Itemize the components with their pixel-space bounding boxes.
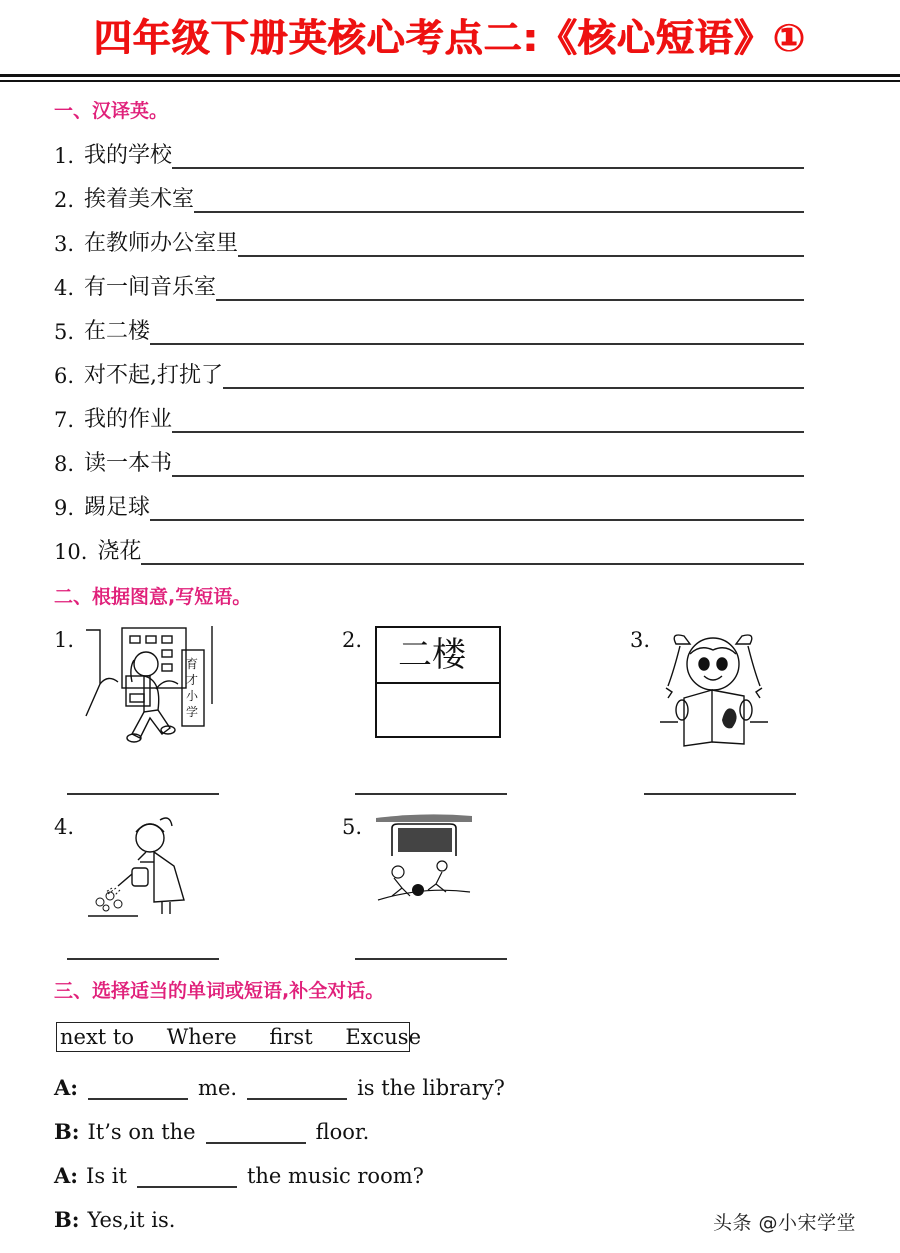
picture-answer-line[interactable] xyxy=(67,793,219,795)
dialogue-line xyxy=(54,1162,424,1190)
item-prompt: 在二楼 xyxy=(84,319,151,344)
item-prompt: 踢足球 xyxy=(84,495,151,520)
dialogue-text: me. xyxy=(198,1076,238,1100)
dialogue-line xyxy=(54,1074,505,1102)
item-number: 10. xyxy=(54,540,88,564)
picture-number: 3. xyxy=(630,628,651,652)
dialogue-line xyxy=(54,1118,369,1146)
answer-line[interactable] xyxy=(238,255,804,257)
dialogue-blank[interactable] xyxy=(88,1098,188,1100)
picture-answer-line[interactable] xyxy=(67,958,219,960)
svg-text:学: 学 xyxy=(186,705,199,719)
header-divider-thick xyxy=(0,74,900,77)
translation-item xyxy=(54,226,804,258)
dialogue-text: It’s on the xyxy=(87,1120,196,1144)
header-divider-thin xyxy=(0,80,900,82)
floor-sign-picture xyxy=(375,626,501,738)
school-sign-text: 育 xyxy=(186,657,199,671)
svg-text:才: 才 xyxy=(186,673,199,687)
speaker-label: A: xyxy=(54,1163,79,1188)
item-prompt: 浇花 xyxy=(97,539,142,564)
section-3-heading: 三、选择适当的单词或短语,补全对话。 xyxy=(54,980,385,1002)
dialogue-blank[interactable] xyxy=(247,1098,347,1100)
item-prompt: 我的学校 xyxy=(84,143,173,168)
picture-number: 1. xyxy=(54,628,75,652)
dialogue-blank[interactable] xyxy=(206,1142,306,1144)
translation-item xyxy=(54,314,804,346)
section-2-heading: 二、根据图意,写短语。 xyxy=(54,586,252,608)
dialogue-text: the music room? xyxy=(246,1164,424,1188)
kids-playing-football-picture xyxy=(374,812,474,904)
item-prompt: 在教师办公室里 xyxy=(84,231,239,256)
picture-answer-line[interactable] xyxy=(355,793,507,795)
translation-item xyxy=(54,270,804,302)
item-prompt: 读一本书 xyxy=(84,451,173,476)
item-prompt: 有一间音乐室 xyxy=(84,275,217,300)
picture-number: 5. xyxy=(342,815,363,839)
watermark: 头条 @小宋学堂 xyxy=(713,1212,857,1234)
answer-line[interactable] xyxy=(172,475,804,477)
answer-line[interactable] xyxy=(150,519,804,521)
translation-item xyxy=(54,182,804,214)
dialogue-text: Yes,it is. xyxy=(87,1208,176,1232)
speaker-label: A: xyxy=(54,1075,79,1100)
page-title: 四年级下册英核心考点二:《核心短语》① xyxy=(93,16,807,60)
picture-answer-line[interactable] xyxy=(355,958,507,960)
item-number: 8. xyxy=(54,452,75,476)
word-bank xyxy=(56,1022,422,1052)
translation-item xyxy=(54,534,804,566)
item-number: 2. xyxy=(54,188,75,212)
item-prompt: 对不起,打扰了 xyxy=(84,363,224,388)
translation-item xyxy=(54,490,804,522)
word-bank-option: Where xyxy=(166,1025,237,1049)
answer-line[interactable] xyxy=(223,387,804,389)
answer-line[interactable] xyxy=(172,167,804,169)
item-prompt: 挨着美术室 xyxy=(84,187,195,212)
answer-line[interactable] xyxy=(172,431,804,433)
dialogue-line xyxy=(54,1206,175,1234)
picture-number: 2. xyxy=(342,628,363,652)
item-prompt: 我的作业 xyxy=(84,407,173,432)
translation-item xyxy=(54,358,804,390)
speaker-label: B: xyxy=(54,1119,80,1144)
answer-line[interactable] xyxy=(216,299,804,301)
answer-line[interactable] xyxy=(194,211,804,213)
word-bank-option: first xyxy=(269,1025,313,1049)
section-1-heading: 一、汉译英。 xyxy=(54,100,169,122)
girl-watering-flowers-picture xyxy=(88,810,198,918)
translation-item xyxy=(54,138,804,170)
picture-number: 4. xyxy=(54,815,75,839)
dialogue-text: Is it xyxy=(86,1164,127,1188)
item-number: 3. xyxy=(54,232,75,256)
item-number: 6. xyxy=(54,364,75,388)
floor-sign-text: 二楼 xyxy=(377,628,499,684)
translation-item xyxy=(54,446,804,478)
dialogue-text: is the library? xyxy=(357,1076,505,1100)
word-bank-option: Excuse xyxy=(345,1025,422,1049)
translation-item xyxy=(54,402,804,434)
girl-reading-book-picture xyxy=(660,630,770,748)
item-number: 5. xyxy=(54,320,75,344)
picture-answer-line[interactable] xyxy=(644,793,796,795)
answer-line[interactable] xyxy=(150,343,804,345)
dialogue-text: floor. xyxy=(315,1120,370,1144)
item-number: 9. xyxy=(54,496,75,520)
answer-line[interactable] xyxy=(141,563,804,565)
girl-walking-to-school-picture xyxy=(84,624,214,749)
dialogue-blank[interactable] xyxy=(137,1186,237,1188)
item-number: 1. xyxy=(54,144,75,168)
item-number: 7. xyxy=(54,408,75,432)
speaker-label: B: xyxy=(54,1207,80,1232)
svg-text:小: 小 xyxy=(186,689,199,703)
item-number: 4. xyxy=(54,276,75,300)
word-bank-option: next to xyxy=(60,1025,134,1049)
